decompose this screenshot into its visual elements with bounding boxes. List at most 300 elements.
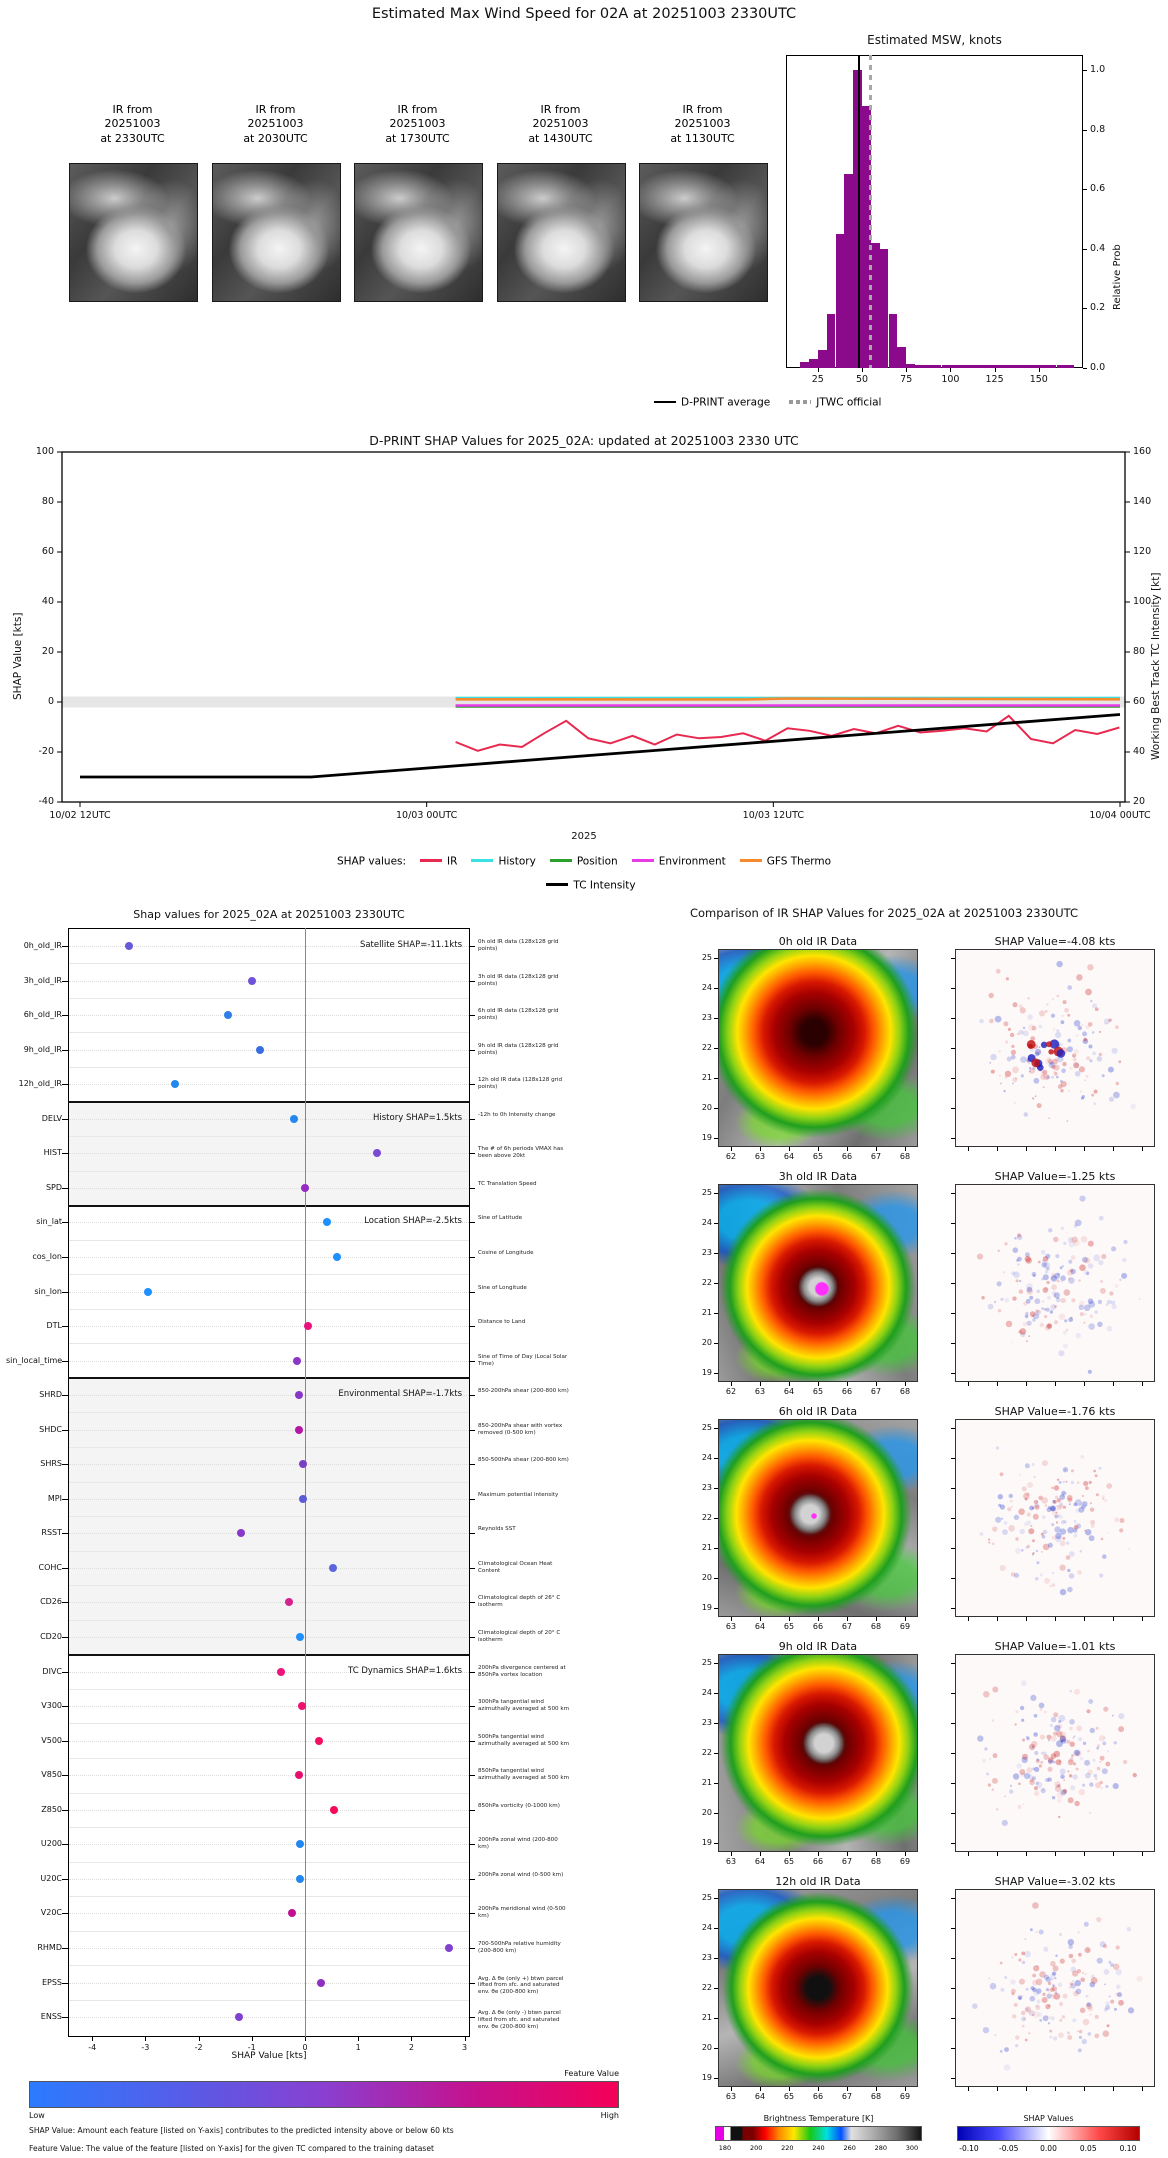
shap-dot-SPD: [301, 1184, 309, 1192]
histogram-bar: [906, 364, 915, 369]
timeseries-xtick-label: 10/03 00UTC: [395, 810, 458, 821]
shap-map-ytick-mark: [951, 1283, 955, 1284]
row-separator: [69, 1689, 469, 1690]
feature-label-V300: V300: [41, 1701, 62, 1711]
row-separator: [69, 1343, 469, 1344]
histogram-ytick-label: 0.0: [1090, 362, 1106, 373]
ir-thumbnail-label: [69, 103, 196, 146]
ir-map-xtick-label: 66: [841, 1152, 853, 1161]
ir-map-ytick-mark: [714, 1488, 718, 1489]
row-guide: [69, 1292, 469, 1293]
shap-map-xtick-mark: [1084, 2087, 1085, 2091]
ir-map-xtick-label: 68: [899, 1152, 911, 1161]
row-guide: [69, 1499, 469, 1500]
ir-map-ytick-mark: [714, 1373, 718, 1374]
ir-map-xtick-label: 63: [725, 2092, 737, 2101]
feature-label-HIST: HIST: [43, 1148, 62, 1158]
shap-map-ytick-mark: [951, 1548, 955, 1549]
ir-map-ytick-mark: [714, 1078, 718, 1079]
shap-map-ytick-mark: [951, 1813, 955, 1814]
ir-map-xtick-mark: [876, 1382, 877, 1386]
feature-ytick-left: [62, 1084, 68, 1085]
feature-ytick-right: [470, 1637, 475, 1638]
shap-map-ytick-mark: [951, 1223, 955, 1224]
histogram-bar: [933, 365, 942, 368]
feature-ytick-left: [62, 1188, 68, 1189]
feature-desc-sin_lon: Sine of Longitude: [478, 1284, 527, 1291]
row-guide: [69, 1050, 469, 1051]
shap-map-xtick-mark: [1084, 1147, 1085, 1151]
ir-thumbnail-label: [212, 103, 339, 146]
ir-thumbnail-label-line: at 1730UTC: [385, 131, 450, 145]
histogram-ytick-label: 1.0: [1090, 64, 1106, 75]
histogram-bar: [818, 350, 827, 368]
shap-map-xtick-mark: [1142, 1617, 1143, 1621]
shap-map-xtick-mark: [1026, 1617, 1027, 1621]
shap-map-ytick-mark: [951, 2018, 955, 2019]
feature-value-high-label: High: [600, 2111, 619, 2120]
ir-map-xtick-label: 65: [783, 1857, 795, 1866]
ir-thumbnail-label-line: 20251003: [104, 117, 161, 131]
feature-desc-EPSS: Avg. Δ θe (only +) btwn parcel lifted from sfc. and saturated env. θe (200-800 km): [478, 1975, 564, 1996]
ir-map-ytick-mark: [714, 1138, 718, 1139]
feature-ytick-right: [470, 981, 475, 982]
row-guide: [69, 1706, 469, 1707]
shap-map-ytick-mark: [951, 2048, 955, 2049]
ir-map-xtick-mark: [818, 2087, 819, 2091]
ir-map-ytick-label: 21: [701, 1543, 712, 1552]
feature-ytick-left: [62, 1395, 68, 1396]
row-separator: [69, 1551, 469, 1552]
feature-ytick-right: [470, 1361, 475, 1362]
ir-map-ytick-label: 23: [701, 1248, 712, 1257]
ir-data-map: [718, 949, 918, 1147]
histogram-xtick-mark: [862, 368, 863, 372]
ir-map-ytick-label: 21: [701, 2013, 712, 2022]
histogram-bar: [968, 365, 977, 368]
shap-map-ytick-mark: [951, 1253, 955, 1254]
dprint-average-line: [858, 55, 860, 368]
brightness-colorbar-tick: 240: [812, 2144, 825, 2152]
ir-map-ytick-mark: [714, 1898, 718, 1899]
ir-map-ytick-mark: [714, 1193, 718, 1194]
shap-map-ytick-mark: [951, 1458, 955, 1459]
ir-map-ytick-mark: [714, 1343, 718, 1344]
feature-ytick-left: [62, 1430, 68, 1431]
ir-thumbnail-image: [497, 163, 626, 302]
shap-dot-DTL: [304, 1322, 312, 1330]
timeseries-ylabel-left: SHAP Value [kts]: [12, 612, 24, 700]
shap-map-ytick-mark: [951, 1343, 955, 1344]
ir-map-ytick-label: 25: [701, 1188, 712, 1197]
shap-map-ytick-mark: [951, 1843, 955, 1844]
shap-map-xtick-mark: [997, 1617, 998, 1621]
feature-desc-V300: 300hPa tangential wind azimuthally averaged at 500 km: [478, 1699, 570, 1713]
shap-map-ytick-mark: [951, 1723, 955, 1724]
row-separator: [69, 1723, 469, 1724]
feature-label-U20C: U20C: [40, 1873, 62, 1883]
histogram-bar: [1021, 365, 1030, 368]
ir-map-xtick-label: 69: [899, 1857, 911, 1866]
feature-desc-DIVC: 200hPa divergence centered at 850hPa vortex location: [478, 1664, 566, 1678]
ir-data-map: [718, 1654, 918, 1852]
ir-map-xtick-mark: [876, 1852, 877, 1856]
ir-map-ytick-label: 20: [701, 2043, 712, 2052]
timeseries-ytick-right: 120: [1133, 546, 1152, 557]
shap-map-ytick-mark: [951, 1928, 955, 1929]
dprint-average-legend-label: D-PRINT average: [681, 396, 771, 409]
legend-label: History: [498, 855, 536, 868]
brightness-colorbar-tick: 180: [718, 2144, 732, 2152]
ir-map-ytick-mark: [714, 1693, 718, 1694]
histogram-bar: [995, 365, 1004, 368]
ir-map-ytick-mark: [714, 1253, 718, 1254]
histogram-ytick-mark: [1083, 189, 1087, 190]
shap-dot-12h_old_IR: [171, 1080, 179, 1088]
ir-thumbnail-label: [639, 103, 766, 146]
histogram-xtick-label: 50: [855, 374, 869, 385]
shap-map-ytick-mark: [951, 1693, 955, 1694]
ir-data-title: 3h old IR Data: [778, 1170, 858, 1183]
histogram-bar: [1057, 365, 1066, 368]
ir-map-xtick-label: 64: [754, 2092, 766, 2101]
ir-map-xtick-label: 67: [870, 1152, 882, 1161]
row-separator: [69, 1827, 469, 1828]
feature-ytick-left: [62, 1464, 68, 1465]
shap-colorbar-tick: 0.10: [1119, 2144, 1137, 2153]
ir-map-ytick-label: 25: [701, 1893, 712, 1902]
feature-label-6h_old_IR: 6h_old_IR: [23, 1010, 62, 1020]
histogram-title: Estimated MSW, knots: [867, 33, 1002, 47]
ir-thumbnail-label-line: IR from: [540, 103, 581, 116]
ir-map-xtick-mark: [731, 1852, 732, 1856]
row-guide: [69, 1430, 469, 1431]
feature-label-CD26: CD26: [40, 1597, 62, 1607]
timeseries-legend-row1: [0, 851, 1168, 870]
ir-thumbnail-label-line: 20251003: [389, 117, 446, 131]
dotplot-xtick-mark: [465, 2037, 466, 2041]
ir-map-ytick-mark: [714, 1958, 718, 1959]
ir-map-ytick-mark: [714, 1283, 718, 1284]
histogram-xtick-mark: [950, 368, 951, 372]
ir-map-xtick-mark: [905, 1382, 906, 1386]
shap-map-xtick-mark: [997, 1852, 998, 1856]
ir-map-xtick-mark: [818, 1617, 819, 1621]
dotplot-xtick-mark: [92, 2037, 93, 2041]
row-guide: [69, 1879, 469, 1880]
histogram-xtick-label: 150: [1029, 374, 1048, 385]
timeseries-ytick-right: 160: [1133, 446, 1152, 457]
row-separator: [69, 1171, 469, 1172]
brightness-colorbar-label: Brightness Temperature [K]: [763, 2114, 874, 2123]
feature-ytick-left: [62, 1153, 68, 1154]
group-separator: [68, 1654, 470, 1656]
feature-ytick-left: [62, 1637, 68, 1638]
row-separator: [69, 1516, 469, 1517]
legend-swatch: [471, 859, 493, 862]
ir-map-ytick-label: 25: [701, 1658, 712, 1667]
ir-map-xtick-mark: [818, 1147, 819, 1151]
ir-map-ytick-mark: [714, 1518, 718, 1519]
legend-label: TC Intensity: [573, 879, 636, 892]
group-separator: [68, 1205, 470, 1207]
dotplot-xtick-label: 0: [302, 2043, 308, 2052]
shap-colorbar: [957, 2126, 1140, 2141]
ir-map-ytick-label: 25: [701, 1423, 712, 1432]
row-separator: [69, 1136, 469, 1137]
ir-map-ytick-label: 19: [701, 1133, 712, 1142]
ir-map-xtick-mark: [789, 1147, 790, 1151]
feature-desc-V850: 850hPa tangential wind azimuthally averaged at 500 km: [478, 1768, 570, 1782]
ir-map-xtick-mark: [847, 2087, 848, 2091]
row-separator: [69, 1896, 469, 1897]
feature-ytick-left: [62, 1879, 68, 1880]
zero-line: [305, 928, 306, 2037]
histogram-xtick-mark: [906, 368, 907, 372]
feature-ytick-right: [470, 1499, 475, 1500]
timeseries-ytick-left: 20: [41, 646, 54, 657]
shap-dot-9h_old_IR: [256, 1046, 264, 1054]
shap-dot-sin_local_time: [293, 1357, 301, 1365]
row-separator: [69, 998, 469, 999]
row-guide: [69, 1533, 469, 1534]
feature-ytick-right: [470, 1395, 475, 1396]
feature-desc-DELV: -12h to 0h Intensity change: [478, 1111, 556, 1118]
ir-map-ytick-label: 23: [701, 1718, 712, 1727]
histogram-bar: [880, 249, 889, 368]
brightness-colorbar-tick: 300: [905, 2144, 919, 2152]
shap-map-ytick-mark: [951, 1108, 955, 1109]
feature-ytick-right: [470, 946, 475, 947]
shap-map-ytick-mark: [951, 1373, 955, 1374]
histogram-bar: [950, 365, 959, 368]
feature-label-cos_lon: cos_lon: [32, 1251, 62, 1261]
shap-value-map: [955, 1184, 1155, 1382]
feature-ytick-left: [62, 1672, 68, 1673]
row-guide: [69, 1153, 469, 1154]
ir-map-xtick-label: 63: [754, 1387, 766, 1396]
shap-map-xtick-mark: [1055, 1147, 1056, 1151]
ir-thumbnail-label-line: IR from: [255, 103, 296, 116]
ir-map-xtick-label: 67: [841, 1857, 853, 1866]
brightness-colorbar-tick: 200: [749, 2144, 763, 2152]
shap-value-map: [955, 1419, 1155, 1617]
legend-swatch: [740, 859, 762, 862]
shap-map-xtick-mark: [1026, 2087, 1027, 2091]
timeseries-legend-item: [406, 851, 457, 870]
shap-dot-cos_lon: [333, 1253, 341, 1261]
row-separator: [69, 1965, 469, 1966]
row-separator: [69, 1482, 469, 1483]
ir-map-xtick-mark: [876, 2087, 877, 2091]
legend-swatch: [550, 859, 572, 862]
row-guide: [69, 1602, 469, 1603]
histogram-ytick-label: 0.6: [1090, 183, 1106, 195]
brightness-colorbar: [715, 2126, 922, 2141]
ir-map-xtick-mark: [789, 1382, 790, 1386]
timeseries-legend-item: [618, 851, 726, 870]
row-separator: [69, 1309, 469, 1310]
feature-ytick-left: [62, 1533, 68, 1534]
shap-map-ytick-mark: [951, 1048, 955, 1049]
feature-ytick-left: [62, 981, 68, 982]
ir-data-title: 12h old IR Data: [775, 1875, 861, 1888]
row-guide: [69, 1257, 469, 1258]
ir-map-ytick-mark: [714, 1313, 718, 1314]
ir-thumbnail-label-line: at 2330UTC: [100, 131, 165, 145]
feature-ytick-right: [470, 1913, 475, 1914]
feature-ytick-right: [470, 1741, 475, 1742]
shap-map-ytick-mark: [951, 1988, 955, 1989]
feature-label-U200: U200: [40, 1839, 62, 1849]
feature-label-SHRD: SHRD: [39, 1390, 62, 1400]
timeseries-legend-prefix: SHAP values:: [336, 855, 407, 868]
ir-map-xtick-label: 68: [870, 1857, 882, 1866]
timeseries-ytick-left: 60: [41, 546, 54, 557]
ir-thumbnail-label-line: at 2030UTC: [243, 131, 308, 145]
feature-value-colorbar-label: Feature Value: [564, 2069, 619, 2078]
ir-map-xtick-label: 64: [783, 1387, 795, 1396]
shap-dot-SHDC: [295, 1426, 303, 1434]
ir-map-ytick-mark: [714, 1223, 718, 1224]
shap-colorbar-tick: -0.05: [999, 2144, 1019, 2153]
shap-map-ytick-mark: [951, 1663, 955, 1664]
ir-map-ytick-label: 23: [701, 1013, 712, 1022]
histogram-ytick-mark: [1083, 249, 1087, 250]
dotplot-xtick-mark: [145, 2037, 146, 2041]
ir-map-ytick-label: 19: [701, 1838, 712, 1847]
ir-data-map: [718, 1889, 918, 2087]
timeseries-ytick-right: 100: [1133, 596, 1152, 607]
feature-ytick-left: [62, 1361, 68, 1362]
timeseries-ytick-left: 0: [47, 696, 54, 707]
histogram-ytick-mark: [1083, 308, 1087, 309]
shap-map-xtick-mark: [1055, 1617, 1056, 1621]
dotplot-xtick-label: -2: [194, 2043, 203, 2052]
ir-map-ytick-label: 23: [701, 1953, 712, 1962]
histogram-bar: [959, 365, 968, 368]
ir-map-ytick-label: 22: [701, 1278, 712, 1287]
feature-desc-V500: 500hPa tangential wind azimuthally averaged at 500 km: [478, 1733, 570, 1747]
timeseries-ytick-right: 140: [1133, 496, 1152, 507]
feature-desc-SHDC: 850-200hPa shear with vortex removed (0-500 km): [478, 1422, 563, 1436]
shap-dot-COHC: [329, 1564, 337, 1572]
histogram-bar: [1003, 365, 1012, 368]
feature-desc-sin_local_time: Sine of Time of Day (Local Solar Time): [478, 1353, 568, 1367]
feature-desc-CD20: Climatological depth of 20° C isotherm: [478, 1630, 561, 1643]
ir-map-xtick-mark: [731, 1382, 732, 1386]
ir-map-xtick-label: 64: [754, 1857, 766, 1866]
histogram-bar: [809, 359, 818, 368]
feature-ytick-left: [62, 1810, 68, 1811]
shap-colorbar-tick: 0.00: [1040, 2144, 1057, 2153]
ir-map-xtick-label: 66: [812, 2092, 824, 2101]
ir-thumbnail-label-line: 20251003: [532, 117, 589, 131]
feature-ytick-left: [62, 1844, 68, 1845]
feature-label-12h_old_IR: 12h_old_IR: [18, 1079, 62, 1089]
histogram-ytick-mark: [1083, 130, 1087, 131]
feature-label-SHDC: SHDC: [39, 1424, 62, 1434]
shap-speckle-field: [956, 1890, 1156, 2088]
feature-ytick-left: [62, 1222, 68, 1223]
page-title: Estimated Max Wind Speed for 02A at 20251003 2330UTC: [371, 6, 797, 22]
shap-map-xtick-mark: [1055, 2087, 1056, 2091]
row-separator: [69, 1447, 469, 1448]
shap-dot-RHMD: [445, 1944, 453, 1952]
row-guide: [69, 1326, 469, 1327]
shap-map-ytick-mark: [951, 1898, 955, 1899]
histogram-bar: [915, 365, 924, 368]
histogram-ytick-label: 0.8: [1090, 123, 1106, 135]
feature-ytick-left: [62, 1257, 68, 1258]
row-guide: [69, 1948, 469, 1949]
feature-label-0h_old_IR: 0h_old_IR: [23, 941, 62, 950]
feature-ytick-left: [62, 1015, 68, 1016]
ir-map-xtick-mark: [760, 1852, 761, 1856]
footnote-feature-value: Feature Value: The value of the feature [listed on Y-axis] for the given TC compared to the training dataset: [29, 2144, 434, 2153]
shap-map-ytick-mark: [951, 1518, 955, 1519]
histogram-bar: [942, 365, 951, 368]
feature-label-DIVC: DIVC: [42, 1666, 62, 1676]
feature-label-EPSS: EPSS: [41, 1977, 62, 1987]
dotplot-xtick-mark: [358, 2037, 359, 2041]
dotplot-xtick-label: 3: [462, 2043, 468, 2052]
feature-desc-SHRD: 850-200hPa shear (200-800 km): [478, 1388, 569, 1395]
ir-map-xtick-mark: [905, 2087, 906, 2091]
shap-map-ytick-mark: [951, 1018, 955, 1019]
timeseries-legend-item: [457, 851, 535, 870]
feature-label-COHC: COHC: [38, 1562, 62, 1572]
ir-map-xtick-label: 62: [725, 1152, 737, 1161]
ir-map-xtick-mark: [760, 1382, 761, 1386]
dprint-average-line-swatch: [654, 401, 676, 403]
feature-label-DELV: DELV: [41, 1113, 62, 1123]
row-separator: [69, 1067, 469, 1068]
feature-desc-Z850: 850hPa vorticity (0-1000 km): [478, 1802, 560, 1809]
ir-thumbnail-image: [639, 163, 768, 302]
histogram-legend: [640, 392, 1100, 411]
feature-ytick-left: [62, 1568, 68, 1569]
feature-desc-RSST: Reynolds SST: [478, 1526, 516, 1533]
ir-map-ytick-label: 19: [701, 1368, 712, 1377]
ir-data-title: 9h old IR Data: [778, 1640, 858, 1653]
histogram-bar: [800, 362, 809, 368]
ir-map-ytick-mark: [714, 1723, 718, 1724]
shap-map-ytick-mark: [951, 1078, 955, 1079]
shap-value-title: SHAP Value=-4.08 kts: [994, 935, 1116, 948]
ir-map-ytick-mark: [714, 2048, 718, 2049]
feature-ytick-left: [62, 1948, 68, 1949]
shap-dot-U20C: [296, 1875, 304, 1883]
feature-label-DTL: DTL: [46, 1321, 62, 1331]
histogram-bar: [1039, 365, 1048, 368]
ir-map-xtick-label: 65: [783, 1622, 795, 1631]
shap-dot-CD20: [296, 1633, 304, 1641]
shap-map-ytick-mark: [951, 988, 955, 989]
row-guide: [69, 1810, 469, 1811]
row-separator: [69, 2000, 469, 2001]
shap-map-xtick-mark: [1084, 1852, 1085, 1856]
shap-map-ytick-mark: [951, 1313, 955, 1314]
ir-map-ytick-label: 19: [701, 2073, 712, 2082]
ir-map-ytick-mark: [714, 1428, 718, 1429]
row-separator: [69, 1931, 469, 1932]
ir-map-xtick-mark: [847, 1147, 848, 1151]
timeseries-ytick-right: 40: [1133, 746, 1146, 757]
shap-speckle-field: [956, 1420, 1156, 1618]
ir-map-ytick-mark: [714, 1108, 718, 1109]
shap-colorbar-tick: -0.10: [959, 2144, 979, 2153]
